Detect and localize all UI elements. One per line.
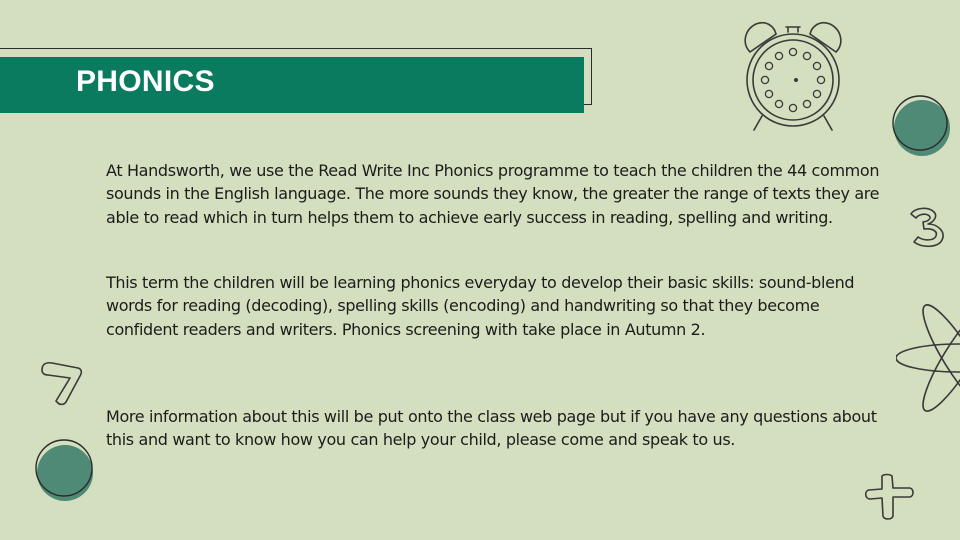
plus-sign-icon [862,472,918,524]
paragraph-info [106,405,896,452]
decorative-circle-top-right [890,92,954,160]
atom-icon [896,298,960,422]
paragraph-term [106,271,896,341]
paragraph-intro [106,159,896,229]
paragraph-intro-text: At Handsworth, we use the Read Write Inc Phonics programme to teach the children the 44 common sounds in the English language. The more sounds they know, the greater the range of texts they are able to read which in turn helps them to achieve early success in reading, spelling and writing. [106,161,880,227]
alarm-clock-icon [736,14,850,138]
slide-title: PHONICS [76,65,215,98]
number-seven-icon [38,358,86,408]
decorative-circle-bottom-left [32,438,98,506]
paragraph-info-text: More information about this will be put onto the class web page but if you have any questions about this and want to know how you can help your child, please come and speak to us. [106,407,877,450]
number-three-icon [906,204,950,250]
paragraph-term-text: This term the children will be learning phonics everyday to develop their basic skills: sound-blend words for reading (decoding), spelling skills (encoding) and handwriting so that they become confident readers and writers. Phonics screening with take place in Autumn 2. [106,273,855,339]
